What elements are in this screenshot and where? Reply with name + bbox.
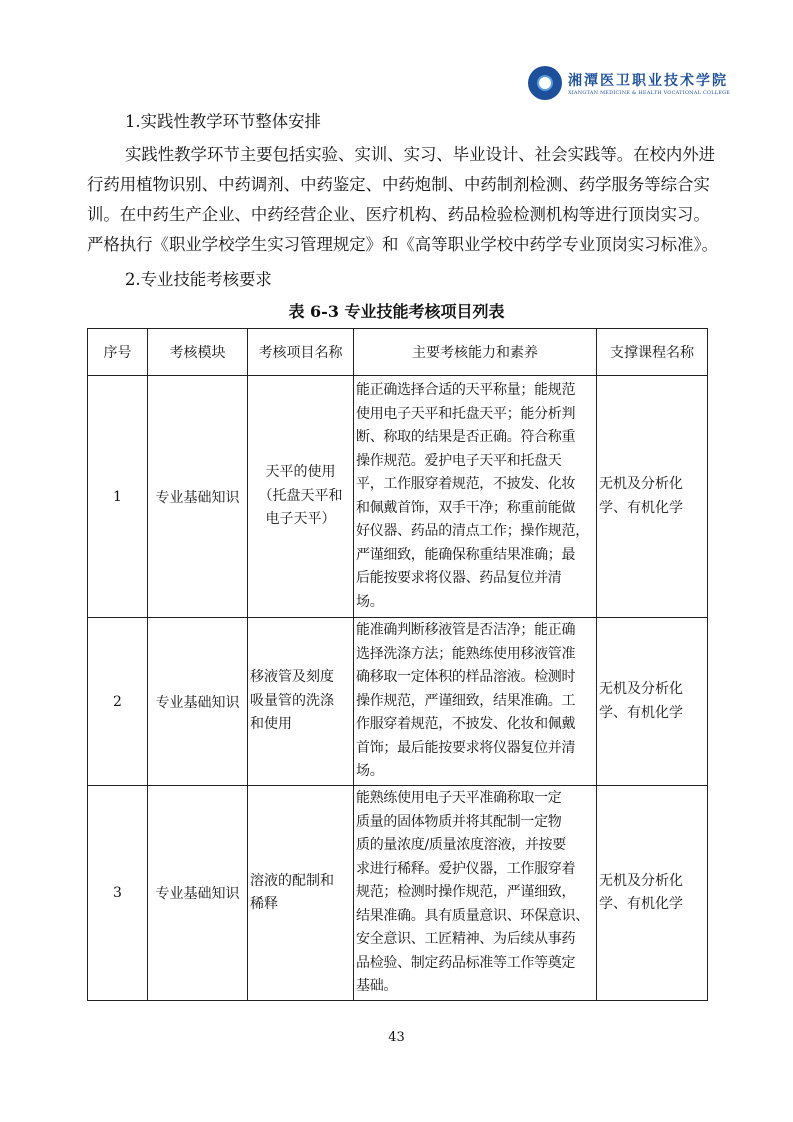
row-number-cell [88, 376, 148, 618]
module-cell [148, 376, 248, 618]
cell-line: 学、有机化学 [599, 704, 683, 721]
cell-line: 操作规范。爱护电子天平和托盘天 [356, 452, 562, 469]
row-number: 1 [113, 488, 122, 505]
cell-line: 吸量管的洗涤 [250, 692, 334, 709]
header-cell: 考核项目名称 [248, 329, 354, 376]
cell-line: 移液管及刻度 [250, 669, 334, 686]
table-row [88, 618, 708, 786]
course-cell [597, 786, 708, 1001]
cell-line: 首饰；最后能按要求将仪器复位并清 [356, 739, 576, 756]
section-heading-2: 2.专业技能考核要求 [125, 270, 272, 289]
row-number: 2 [113, 693, 122, 710]
page-number: 43 [388, 1030, 405, 1045]
cell-line: 好仪器、药品的清点工作；操作规范， [356, 523, 589, 539]
table-row [88, 376, 708, 618]
row-number-cell [88, 618, 148, 786]
cell-line: 结果准确。具有质量意识、环保意识、 [356, 907, 589, 924]
cell-line: 和佩戴首饰，双手干净；称重前能做 [356, 499, 576, 516]
cell-line: 选择洗涤方法；能熟练使用移液管准 [356, 645, 576, 662]
cell-line: 质的量浓度/质量浓度溶液，并按要 [356, 837, 566, 854]
cell-line: 断、称取的结果是否正确。符合称重 [356, 429, 576, 445]
cell-line: 无机及分析化 [599, 476, 683, 492]
table-row [88, 786, 708, 1001]
header-cell: 考核模块 [148, 329, 248, 376]
paragraph-line: 行药用植物识别、中药调剂、中药鉴定、中药炮制、中药制剂检测、药学服务等综合实 [87, 175, 710, 194]
section-heading-1: 1.实践性教学环节整体安排 [125, 112, 321, 131]
course-cell [597, 376, 708, 618]
cell-line: 电子天平） [265, 511, 336, 528]
college-logo [528, 66, 730, 100]
module: 专业基础知识 [155, 886, 240, 902]
cell-line: 场。 [356, 763, 384, 780]
ability-cell [354, 376, 597, 618]
cell-line: 学、有机化学 [599, 896, 683, 912]
module: 专业基础知识 [155, 489, 240, 506]
cell-line: 场。 [356, 593, 384, 610]
row-number-cell [88, 786, 148, 1001]
table-header-row [88, 329, 708, 376]
cell-line: 能熟练使用电子天平准确称取一定 [356, 790, 562, 807]
module: 专业基础知识 [155, 694, 240, 711]
cell-line: 学、有机化学 [599, 499, 683, 516]
item-cell [248, 618, 354, 786]
paragraph-line: 实践性教学环节主要包括实验、实训、实习、毕业设计、社会实践等。在校内外进 [125, 145, 716, 164]
row-number: 3 [113, 885, 122, 901]
college-seal-icon [528, 66, 562, 100]
skills-assessment-table [87, 328, 708, 1001]
header-cell: 序号 [88, 329, 148, 376]
cell-line: 无机及分析化 [599, 681, 683, 697]
cell-line: 基础。 [356, 978, 398, 995]
cell-line: 质量的固体物质并将其配制一定物 [356, 813, 562, 830]
cell-line: 规范；检测时操作规范，严谨细致， [356, 884, 576, 901]
ability-cell [354, 618, 597, 786]
cell-line: 能准确判断移液管是否洁净；能正确 [356, 622, 576, 639]
module-cell [148, 618, 248, 786]
cell-line: 操作规范，严谨细致，结果准确。工 [356, 692, 576, 709]
paragraph-line: 训。在中药生产企业、中药经营企业、医疗机构、药品检验检测机构等进行顶岗实习。 [87, 205, 710, 224]
cell-line: 品检验、制定药品标准等工作等奠定 [356, 954, 576, 971]
item-cell [248, 786, 354, 1001]
course-cell [597, 618, 708, 786]
cell-line: （托盘天平和 [258, 487, 343, 504]
cell-line: 安全意识、工匠精神、为后续从事药 [356, 931, 576, 948]
cell-line: 后能按要求将仪器、药品复位并清 [356, 570, 562, 586]
cell-line: 和使用 [250, 716, 292, 733]
cell-line: 确移取一定体积的样品溶液。检测时 [356, 669, 576, 686]
cell-line: 严谨细致，能确保称重结果准确；最 [356, 546, 576, 563]
table-title: 表 6-3 专业技能考核项目列表 [288, 302, 505, 321]
module-cell [148, 786, 248, 1001]
cell-line: 溶液的配制和 [250, 872, 334, 889]
cell-line: 使用电子天平和托盘天平；能分析判 [356, 405, 576, 422]
cell-line: 无机及分析化 [599, 872, 683, 889]
logo-en: XIANGTAN MEDICINE & HEALTH VOCATIONAL COLLEGE [568, 90, 731, 96]
logo-cn: 湘潭医卫职业技术学院 [568, 73, 728, 89]
header-cell: 支撑课程名称 [597, 329, 708, 376]
cell-line: 作服穿着规范，不披发、化妆和佩戴 [356, 716, 576, 733]
cell-line: 稀释 [250, 896, 278, 912]
cell-line: 求进行稀释。爱护仪器，工作服穿着 [356, 860, 576, 877]
paragraph-line: 严格执行《职业学校学生实习管理规定》和《高等职业学校中药学专业顶岗实习标准》。 [87, 235, 719, 254]
cell-line: 能正确选择合适的天平称量；能规范 [356, 382, 576, 398]
header-cell: 主要考核能力和素养 [354, 329, 597, 376]
item-cell [248, 376, 354, 618]
ability-cell [354, 786, 597, 1001]
cell-line: 平，工作服穿着规范，不披发、化妆 [356, 476, 576, 492]
cell-line: 天平的使用 [265, 464, 336, 481]
